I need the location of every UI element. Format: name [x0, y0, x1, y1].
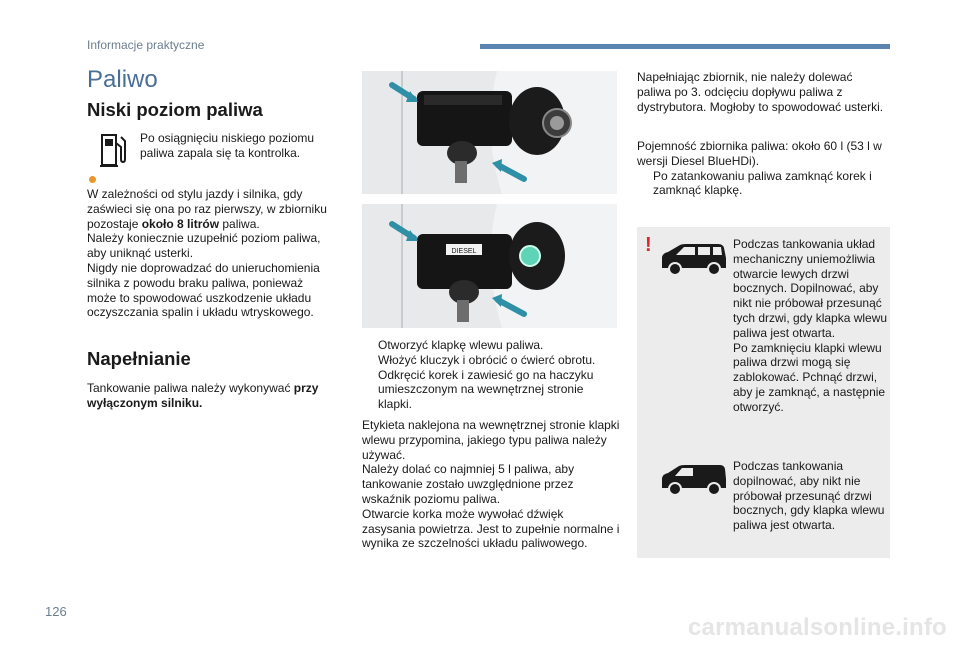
section-header: Informacje praktyczne [87, 38, 205, 52]
fuel-flap-photo [362, 71, 617, 194]
page-number: 126 [45, 604, 67, 619]
header-bar [480, 44, 890, 49]
warning-icon: ! [645, 234, 652, 256]
close-cap-item: Po zatankowaniu paliwa zamknąć korek i zamknąć klapkę. [653, 168, 872, 198]
warning-text-2: Podczas tankowania dopilnować, aby nikt nie próbował przesunąć drzwi bocznych, gdy klapka wlewu paliwa jest otwarta. [733, 459, 885, 533]
low-fuel-p1: W zależności od stylu jazdy i silnika, gdy zaświeci się ona po raz pierwszy, w zbiorniku pozostaje około 8 litrów paliwa. [87, 187, 327, 231]
refill-note: Napełniając zbiornik, nie należy dolewać paliwa po 3. odcięciu dopływu paliwa z dystrybutora. Mogłoby to spowodować usterki. [637, 70, 884, 114]
warning-text-1: Podczas tankowania układ mechaniczny uniemożliwia otwarcie lewych drzwi bocznych. Dopilnować, aby nikt nie próbował przesunąć tych drzwi, gdy klapka wlewu paliwa jest otwarta. Po zamknięciu klapki wlewu paliwa drzwi mogą się zablokować. Pchnąć drzwi, aby je zamknąć, a następnie otworzyć. [733, 237, 888, 414]
watermark: carmanualsonline.info [688, 614, 947, 641]
orange-dot [89, 176, 96, 183]
van-side-icon [660, 241, 728, 277]
tank-capacity: Pojemność zbiornika paliwa: około 60 l (53 l w wersji Diesel BlueHDi). Po zatankowaniu paliwa zamknąć korek i zamknąć klapkę. [637, 139, 887, 198]
diesel-label: DIESEL [451, 248, 477, 255]
low-fuel-p2: Należy koniecznie uzupełnić poziom paliwa, aby uniknąć usterki. [87, 231, 321, 261]
low-fuel-icon-text: Po osiągnięciu niskiego poziomu paliwa zapala się ta kontrolka. [140, 131, 315, 160]
refuel-heading: Napełnianie [87, 348, 191, 369]
page-title: Paliwo [87, 66, 158, 93]
low-fuel-body [87, 187, 332, 320]
label-info: Etykieta naklejona na wewnętrznej stronie klapki wlewu przypomina, jakiego typu paliwa należy używać. Należy dolać co najmniej 5 l paliwa, aby tankowanie zostało uwzględnione przez wskaźnik poziomu paliwa. Otwarcie korka może wywołać dźwięk zasysania powietrza. Jest to zupełnie normalne i wynika ze szczelności układu paliwowego. [362, 418, 620, 551]
van-cargo-icon [660, 461, 728, 497]
steps-block [362, 338, 620, 412]
step-item: Odkręcić korek i zawiesić go na haczyku umieszczonym na wewnętrznej stronie klapki. [378, 367, 594, 412]
step-item: Otworzyć klapkę wlewu paliwa. [378, 338, 544, 352]
diesel-flap-photo [362, 204, 617, 328]
step-item: Włożyć kluczyk i obrócić o ćwierć obrotu. [378, 352, 596, 367]
low-fuel-heading: Niski poziom paliwa [87, 99, 263, 120]
fuel-pump-icon [100, 131, 126, 169]
refuel-text: Tankowanie paliwa należy wykonywać przy wyłączonym silniku. [87, 381, 319, 410]
low-fuel-p3: Nigdy nie doprowadzać do unieruchomienia silnika z powodu braku paliwa, ponieważ może to spowodować uszkodzenie układu oczyszczania spalin i układu wtryskowego. [87, 260, 320, 320]
steps-list [362, 338, 620, 412]
